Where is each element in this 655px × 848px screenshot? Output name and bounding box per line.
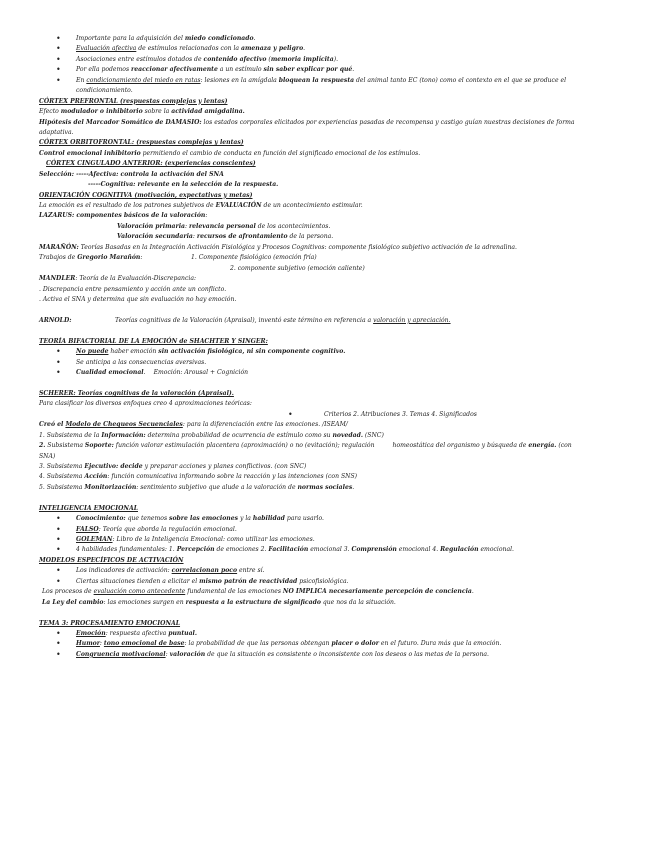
paragraph: Los procesos de evaluación como antecedente fundamental de las emociones NO IMPLICA necesariamente percepción de conciencia. — [42, 588, 474, 596]
list-item: • Humor: tono emocional de base: la probabilidad de que las personas obtengan placer o dolor en el futuro. Dura más que la emoción. — [0, 639, 655, 649]
section-heading: TEORÍA BIFACTORIAL DE LA EMOCIÓN de SHACHTER Y SINGER: — [39, 337, 268, 345]
paragraph: . Activa el SNA y determina que sin evaluación no hay emoción. — [39, 295, 237, 303]
section-heading: MODELOS ESPECÍFICOS DE ACTIVACIÓN — [39, 556, 184, 564]
list-item: • Conocimiento: que tenemos sobre las emociones y la habilidad para usarlo. — [0, 514, 655, 524]
paragraph: 4. Subsistema Acción: función comunicativa informando sobre la reacción y las intenciones (con SNS) — [39, 473, 357, 481]
paragraph: 5. Subsistema Monitorización: sentimiento subjetivo que alude a la valoración de normas sociales. — [39, 483, 355, 491]
paragraph: Para clasificar los diversos enfoques creo 4 aproximaciones teóricas: — [39, 400, 252, 408]
list-item: • Importante para la adquisición del miedo condicionado. — [0, 34, 655, 44]
list-item: • Emoción: respuesta afectiva puntual. — [0, 629, 655, 639]
paragraph: Efecto modulador o inhibitorio sobre la actividad amigdalina. — [39, 108, 245, 116]
paragraph: Control emocional inhibitorio permitiendo el cambio de conducta en función del significado emocional de los estímulos. — [39, 149, 421, 157]
paragraph: Valoración secundaria: recursos de afrontamiento de la persona. — [117, 233, 334, 241]
list-item: • GOLEMAN: Libro de la Inteligencia Emocional: como utilizar las emociones. — [0, 535, 655, 545]
paragraph: Trabajos de Gregorio Marañón: 1. Componente fisiológico (emoción fría) — [39, 254, 317, 262]
paragraph: Selección: -----Afectiva: controla la activación del SNA — [39, 170, 224, 178]
paragraph: ARNOLD: Teorías cognitivas de la Valoración (Apraisal), inventó este término en referencia a valoración y apreciación. — [39, 316, 451, 324]
section-heading: ORIENTACIÓN COGNITIVA (motivación, expectativas y metas) — [39, 191, 253, 199]
list-item: • Congruencia motivacional: valoración de que la situación es consistente o inconsistente con los deseos o las metas de la persona. — [0, 650, 655, 660]
paragraph: 1. Subsistema de la Información: determina probabilidad de ocurrencia de estímulo como su novedad. (SNC) — [39, 431, 384, 439]
section-heading: INTELIGENCIA EMOCIONAL — [39, 504, 138, 512]
paragraph: Creó el Modelo de Chequeos Secuenciales: para la diferenciación entre las emociones. /ISEAM/ — [39, 421, 348, 429]
section-heading: TEMA 3: PROCESAMIENTO EMOCIONAL — [39, 619, 181, 627]
paragraph: 3. Subsistema Ejecutivo: decide y preparar acciones y planes conflictivos. (con SNC) — [39, 462, 307, 470]
list-item: • Por ella podemos reaccionar afectivamente a un estímulo sin saber explicar por qué. — [0, 65, 655, 75]
paragraph: SNA) — [39, 452, 56, 460]
section-heading: CÓRTEX CINGULADO ANTERIOR: (experiencias conscientes) — [46, 160, 256, 168]
list-item: • Cualidad emocional. Emoción: Arousal + Cognición — [0, 368, 655, 378]
list-item: • Los indicadores de activación: correlacionan poco entre sí. — [0, 566, 655, 576]
paragraph: La Ley del cambio: las emociones surgen en respuesta a la estructura de significado que nos da la situación. — [42, 598, 396, 606]
list-item: • Criterios 2. Atribuciones 3. Temas 4. Significados — [288, 409, 477, 419]
list-item: • Ciertas situaciones tienden a elicitar el mismo patrón de reactividad psicofisiológica. — [0, 577, 655, 587]
paragraph: La emoción es el resultado de los patrones subjetivos de EVALUACIÓN de un acontecimiento estimular. — [39, 202, 363, 209]
section-heading: CÓRTEX ORBITOFRONTAL: (respuestas complejas y lentas) — [39, 139, 244, 147]
paragraph: MANDLER: Teoría de la Evaluación-Discrepancia: — [39, 275, 197, 283]
list-item: • Se anticipa a las consecuencias aversivas. — [0, 358, 655, 368]
paragraph: Hipótesis del Marcador Somático de DAMASIO: los estados corporales elicitados por experiencias pasadas de recompensa y castigo guían nuestras decisiones de forma — [39, 118, 575, 126]
list-item: • Asociaciones entre estímulos dotados de contenido afectivo (memoria implícita). — [0, 55, 655, 65]
paragraph: 2. componente subjetivo (emoción caliente) — [230, 264, 365, 272]
paragraph: 2. Subsistema Soporte: función valorar estimulación placentera (aproximación) o no (evitación); regulación homeostática del organismo y búsqueda de energía. (con — [39, 442, 572, 450]
list-item-continuation: condicionamiento. — [76, 87, 133, 95]
list-item: • En condicionamiento del miedo en ratas: lesiones en la amígdala bloquean la respuesta del animal tanto EC (tono) como el contexto en el que se produce el — [0, 76, 655, 86]
list-item: • 4 habilidades fundamentales: 1. Percepción de emociones 2. Facilitación emocional 3. Comprensión emocional 4. Regulación emocional. — [0, 545, 655, 555]
list-item: • No puede haber emoción sin activación fisiológica, ni sin componente cognitivo. — [0, 347, 655, 357]
list-item: • FALSO: Teoría que aborda la regulación emocional. — [0, 525, 655, 535]
section-heading: SCHERER: Teorías cognitivas de la valoración (Apraisal). — [39, 389, 234, 397]
section-heading: CÓRTEX PREFRONTAL (respuestas complejas y lentas) — [39, 97, 228, 105]
paragraph: adaptativa. — [39, 128, 74, 136]
paragraph: -----Cognitiva: relevante en la selección de la respuesta. — [88, 181, 279, 189]
list-item: • Evaluación afectiva de estímulos relacionados con la amenaza y peligro. — [0, 44, 655, 54]
paragraph: . Discrepancia entre pensamiento y acción ante un conflicto. — [39, 285, 227, 293]
document-page — [0, 34, 655, 660]
paragraph: MARAÑÓN: Teorías Basadas en la Integración Activación Fisiológica y Procesos Cognitivos: componente fisiológico subjetivo activación de la adrenalina. — [39, 243, 517, 251]
paragraph: Valoración primaria: relevancia personal de los acontecimientos. — [117, 222, 331, 230]
paragraph: LAZARUS: componentes básicos de la valoración: — [39, 212, 208, 220]
